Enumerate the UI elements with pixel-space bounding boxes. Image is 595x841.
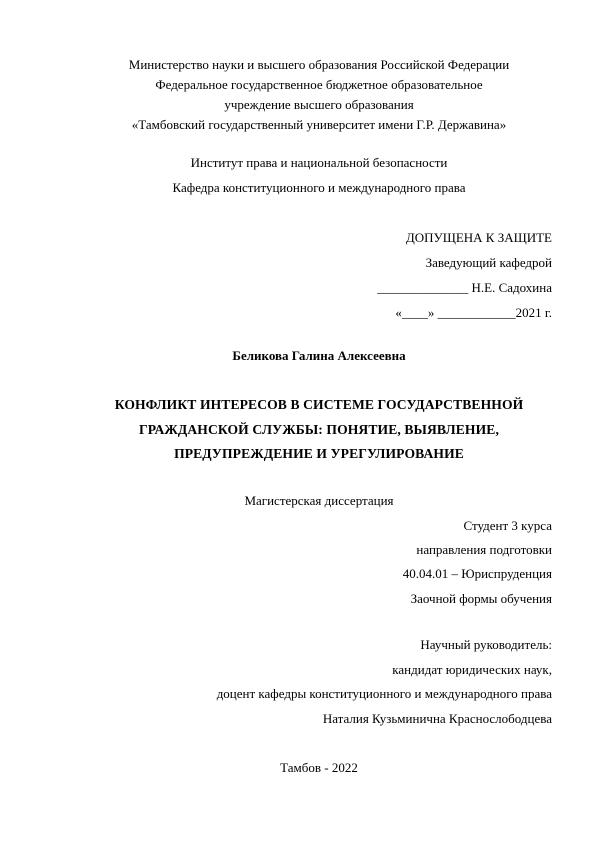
institution-level-line: учреждение высшего образования <box>224 97 414 112</box>
author-name: Беликова Галина Алексеевна <box>232 348 406 363</box>
institute-name: Институт права и национальной безопасности <box>190 155 448 170</box>
supervisor-position: доцент кафедры конституционного и международного права <box>216 686 552 701</box>
thesis-title-line-2: ГРАЖДАНСКОЙ СЛУЖБЫ: ПОНЯТИЕ, ВЫЯВЛЕНИЕ, <box>139 422 499 437</box>
university-name: «Тамбовский государственный университет имени Г.Р. Державина» <box>131 117 507 132</box>
student-direction-label: направления подготовки <box>416 542 552 557</box>
approval-role: Заведующий кафедрой <box>425 255 552 270</box>
student-course: Студент 3 курса <box>463 518 552 533</box>
department-name: Кафедра конституционного и международного права <box>172 180 466 195</box>
city-year: Тамбов - 2022 <box>280 760 358 775</box>
work-type: Магистерская диссертация <box>244 493 394 508</box>
supervisor-degree: кандидат юридических наук, <box>392 662 552 677</box>
thesis-title-line-3: ПРЕДУПРЕЖДЕНИЕ И УРЕГУЛИРОВАНИЕ <box>174 446 464 461</box>
approval-date: «____» ____________2021 г. <box>395 305 552 320</box>
thesis-title-line-1: КОНФЛИКТ ИНТЕРЕСОВ В СИСТЕМЕ ГОСУДАРСТВЕННОЙ <box>114 397 524 412</box>
approval-title: ДОПУЩЕНА К ЗАЩИТЕ <box>405 230 552 245</box>
institution-type-line: Федеральное государственное бюджетное образовательное <box>155 77 483 92</box>
ministry-line: Министерство науки и высшего образования Российской Федерации <box>128 57 510 72</box>
student-form: Заочной формы обучения <box>410 591 552 606</box>
approval-signature: ______________ Н.Е. Садохина <box>377 280 552 295</box>
student-direction: 40.04.01 – Юриспруденция <box>402 566 552 581</box>
supervisor-label: Научный руководитель: <box>420 637 552 652</box>
supervisor-name: Наталия Кузьминична Краснослободцева <box>322 711 552 726</box>
